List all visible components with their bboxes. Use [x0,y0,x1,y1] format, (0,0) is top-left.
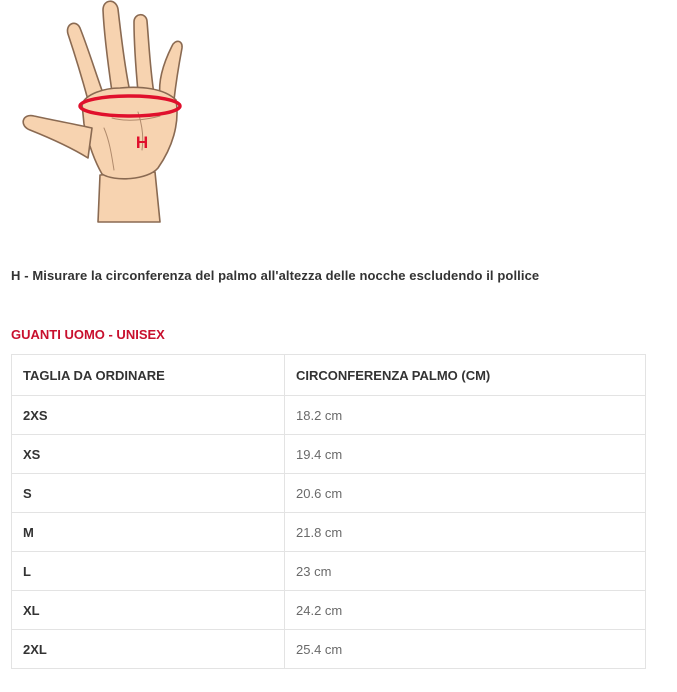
size-cell: XL [12,591,285,630]
hand-illustration [8,0,188,232]
table-header-row [12,355,646,396]
table-row [12,474,646,513]
size-cell: 2XL [12,630,285,669]
table-row [12,630,646,669]
measurement-instruction: H - Misurare la circonferenza del palmo all'altezza delle nocche escludendo il pollice [11,268,540,283]
size-cell: 2XS [12,396,285,435]
value-cell: 24.2 cm [285,591,646,630]
size-cell: XS [12,435,285,474]
header-size: TAGLIA DA ORDINARE [12,355,285,396]
value-cell: 19.4 cm [285,435,646,474]
header-palm-circumference: CIRCONFERENZA PALMO (CM) [285,355,646,396]
size-chart-table [11,354,646,669]
size-cell: L [12,552,285,591]
value-cell: 21.8 cm [285,513,646,552]
table-row [12,591,646,630]
table-row [12,435,646,474]
section-title: GUANTI UOMO - UNISEX [11,327,165,342]
table-row [12,513,646,552]
table-row [12,396,646,435]
figure-label: H [135,133,149,152]
size-cell: M [12,513,285,552]
value-cell: 25.4 cm [285,630,646,669]
value-cell: 20.6 cm [285,474,646,513]
value-cell: 18.2 cm [285,396,646,435]
table-row [12,552,646,591]
size-cell: S [12,474,285,513]
value-cell: 23 cm [285,552,646,591]
